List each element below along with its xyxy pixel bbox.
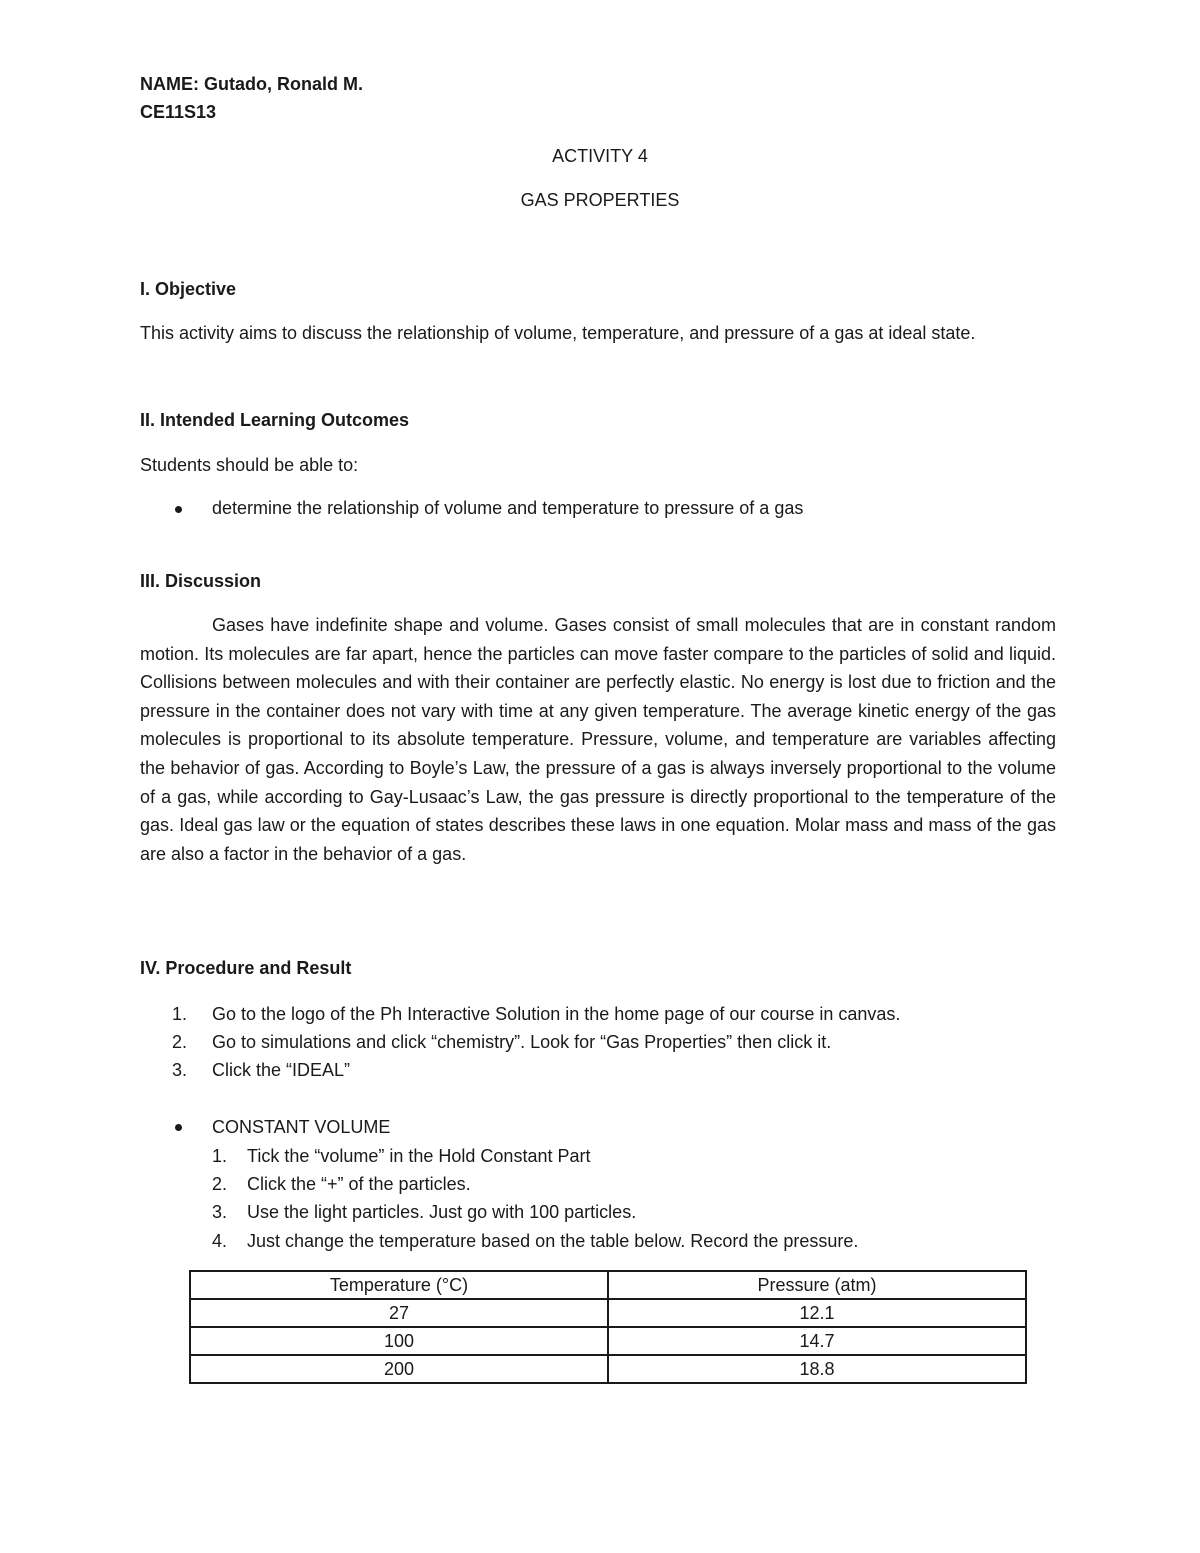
student-name: NAME: Gutado, Ronald M. — [140, 74, 363, 94]
substep-number: 3. — [212, 1202, 228, 1222]
outcome-item: determine the relationship of volume and temperature to pressure of a gas — [212, 498, 804, 518]
discussion-heading: III. Discussion — [140, 571, 262, 591]
substep-text: Use the light particles. Just go with 100 particles. — [247, 1202, 637, 1222]
table-header-cell: Temperature (°C) — [190, 1271, 608, 1299]
table-cell: 200 — [190, 1355, 608, 1383]
procedure-heading: IV. Procedure and Result — [140, 958, 352, 978]
step-text: Click the “IDEAL” — [212, 1060, 351, 1080]
step-number: 3. — [172, 1060, 188, 1080]
activity-subject: GAS PROPERTIES — [520, 190, 680, 210]
table-cell: 12.1 — [608, 1299, 1026, 1327]
table-header-row — [190, 1271, 1026, 1299]
constant-volume-heading: CONSTANT VOLUME — [212, 1117, 391, 1137]
table-cell: 14.7 — [608, 1327, 1026, 1355]
step-text: Go to the logo of the Ph Interactive Solution in the home page of our course in canvas. — [212, 1004, 901, 1024]
table-row — [190, 1299, 1026, 1327]
bullet-icon — [175, 1124, 182, 1131]
outcomes-heading: II. Intended Learning Outcomes — [140, 410, 410, 430]
table-row — [190, 1355, 1026, 1383]
substep-text: Just change the temperature based on the table below. Record the pressure. — [247, 1231, 859, 1251]
substep-text: Tick the “volume” in the Hold Constant Part — [247, 1146, 591, 1166]
discussion-paragraph — [140, 611, 1056, 868]
objective-text: This activity aims to discuss the relationship of volume, temperature, and pressure of a gas at ideal state. — [140, 323, 976, 343]
activity-title: ACTIVITY 4 — [552, 146, 648, 166]
table-row — [190, 1327, 1026, 1355]
step-text: Go to simulations and click “chemistry”. Look for “Gas Properties” then click it. — [212, 1032, 832, 1052]
substep-number: 2. — [212, 1174, 228, 1194]
substep-text: Click the “+” of the particles. — [247, 1174, 471, 1194]
substep-number: 1. — [212, 1146, 228, 1166]
objective-heading: I. Objective — [140, 279, 237, 299]
discussion-text: Gases have indefinite shape and volume. Gases consist of small molecules that are in constant random motion. Its molecules are far apart, hence the particles can move faster compare to the particles of solid and liquid. Collisions between molecules and with their container are perfectly elastic. No energy is lost due to friction and the pressure in the container does not vary with time at any given temperature. The average kinetic energy of the gas molecules is proportional to its absolute temperature. Pressure, volume, and temperature are variables affecting the behavior of gas. According to Boyle’s Law, the pressure of a gas is always inversely proportional to the volume of a gas, while according to Gay-Lusaac’s Law, the gas pressure is directly proportional to the temperature of the gas. Ideal gas law or the equation of states describes these laws in one equation. Molar mass and mass of the gas are also a factor in the behavior of a gas. — [140, 615, 1056, 864]
step-number: 1. — [172, 1004, 188, 1024]
table-header-cell: Pressure (atm) — [608, 1271, 1026, 1299]
substep-number: 4. — [212, 1231, 228, 1251]
table-cell: 100 — [190, 1327, 608, 1355]
outcomes-intro: Students should be able to: — [140, 455, 359, 475]
student-section: CE11S13 — [140, 102, 217, 122]
bullet-icon — [175, 506, 182, 513]
data-table — [189, 1270, 1027, 1384]
table-cell: 18.8 — [608, 1355, 1026, 1383]
table-cell: 27 — [190, 1299, 608, 1327]
step-number: 2. — [172, 1032, 188, 1052]
